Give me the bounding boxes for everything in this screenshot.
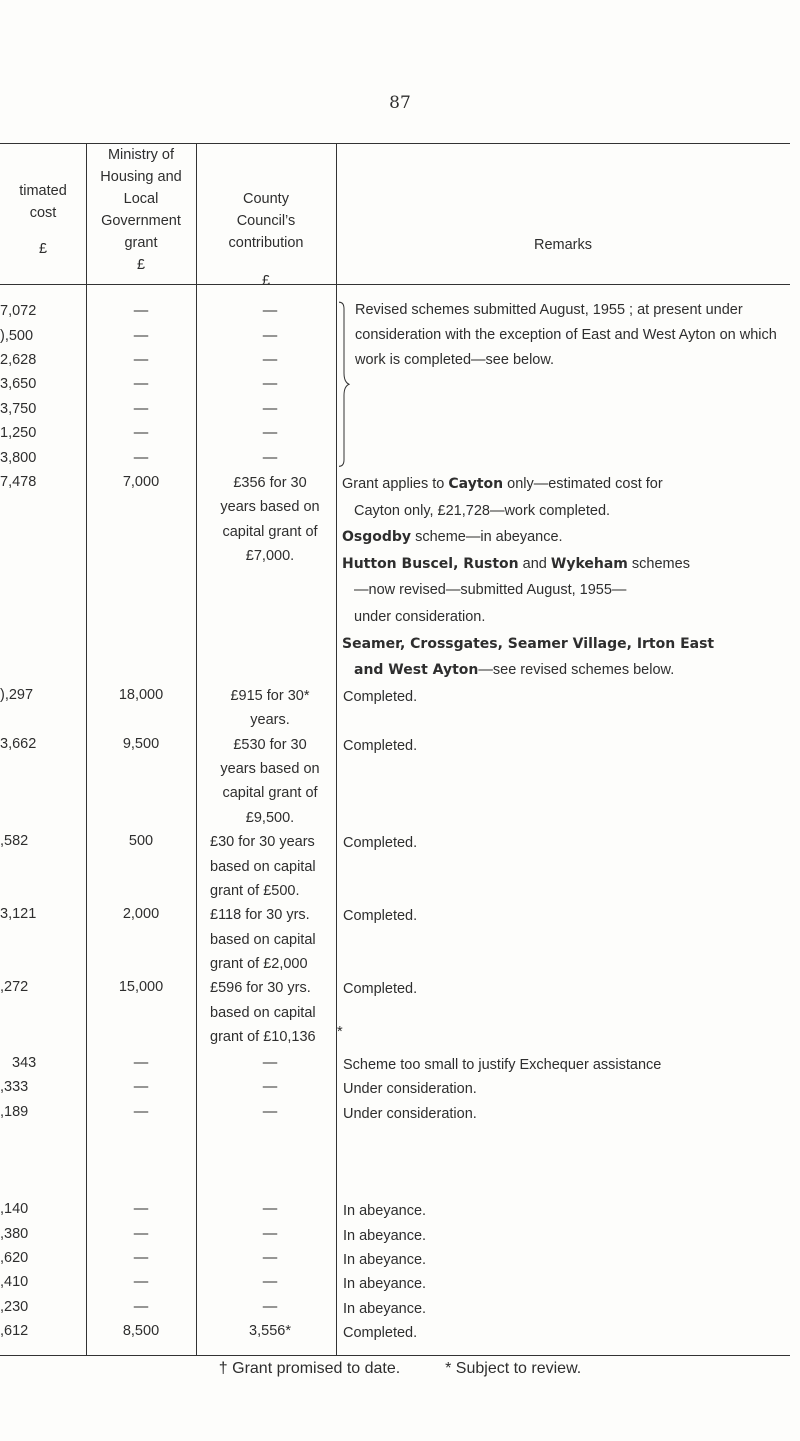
header-line: £ [261, 273, 271, 289]
county-line: £118 for 30 yrs. [210, 907, 310, 924]
cost-cell: ),297 [0, 686, 34, 703]
county-cell: — [262, 303, 278, 320]
remarks-cell [342, 471, 792, 684]
county-cell: — [262, 1054, 278, 1071]
header-estimated-cost [0, 180, 86, 260]
county-cell: — [262, 449, 278, 466]
county-line: based on capital [210, 1004, 316, 1021]
remark-cell: Under consideration. [343, 1081, 477, 1098]
header-line: £ [38, 241, 48, 257]
county-line: years. [250, 712, 290, 729]
header-line: £ [136, 257, 146, 273]
grant-cell: — [133, 1249, 149, 1266]
county-cell: — [262, 1274, 278, 1291]
grant-cell: — [133, 303, 149, 320]
cost-cell: 3,662 [0, 735, 37, 752]
county-line: £7,000. [245, 548, 295, 565]
grant-cell: — [133, 376, 149, 393]
page-number: 87 [389, 93, 411, 113]
county-cell [204, 733, 336, 831]
place-name: Cayton [448, 476, 504, 493]
county-line: £30 for 30 years [210, 834, 315, 851]
grant-cell: — [133, 1298, 149, 1315]
cost-cell: 7,072 [0, 303, 37, 320]
county-line: years based on [220, 499, 320, 516]
place-name: Hutton Buscel, Ruston [342, 555, 519, 572]
grant-cell: — [133, 1225, 149, 1242]
footnote [0, 1360, 800, 1378]
grant-cell: — [133, 400, 149, 417]
header-line: Council’s [236, 213, 296, 229]
cost-cell: ,582 [0, 833, 29, 850]
cost-cell: ,189 [0, 1103, 29, 1120]
grant-cell: 2,000 [122, 906, 160, 923]
county-cell: — [262, 376, 278, 393]
header-line: Ministry of [107, 147, 175, 163]
county-cell: — [262, 1298, 278, 1315]
remark-line [342, 551, 792, 578]
remark-cell: Completed. [343, 1325, 418, 1342]
column-divider [196, 143, 197, 1355]
county-cell: — [262, 1103, 278, 1120]
remark-cell: In abeyance. [343, 1276, 427, 1293]
cost-cell: 3,800 [0, 449, 37, 466]
grant-cell: 7,000 [122, 474, 160, 491]
remark-line: Seamer, Crossgates, Seamer Village, Irton East [342, 635, 715, 652]
county-line: grant of £10,136 [210, 1029, 316, 1046]
cost-cell: ,140 [0, 1201, 29, 1218]
grant-cell: — [133, 425, 149, 442]
county-cell [204, 684, 336, 733]
header-line: cost [29, 205, 57, 221]
remark-text: —see revised schemes below. [478, 662, 675, 679]
remark-line [342, 524, 792, 551]
remark-text: scheme—in abeyance. [411, 529, 563, 546]
remark-cell: Completed. [343, 737, 418, 754]
grant-cell: — [133, 1079, 149, 1096]
remark-cell: In abeyance. [343, 1251, 427, 1268]
remark-cell: Under consideration. [343, 1105, 477, 1122]
county-line: grant of £2,000 [210, 956, 308, 973]
grant-cell: — [133, 449, 149, 466]
remark-cell: Scheme too small to justify Exchequer assistance [343, 1056, 662, 1073]
grant-cell: — [133, 352, 149, 369]
cost-cell: 3,121 [0, 906, 37, 923]
county-line: years based on [220, 761, 320, 777]
cost-cell: ,333 [0, 1079, 29, 1096]
county-cell: — [262, 400, 278, 417]
cost-cell: ,410 [0, 1274, 29, 1291]
place-name: Osgodby [342, 529, 412, 546]
county-cell [204, 830, 344, 903]
remark-cell: Completed. [343, 908, 418, 925]
footnote-dagger: † Grant promised to date. [218, 1359, 401, 1377]
remark-text: only—estimated cost for [503, 476, 663, 493]
county-line: £356 for 30 [233, 475, 307, 492]
header-line: grant [124, 235, 158, 251]
county-line: £530 for 30 [233, 736, 307, 753]
remark-text: and [518, 555, 551, 572]
county-cell: — [262, 1079, 278, 1096]
header-line: County [243, 191, 289, 207]
county-line: grant of £500. [210, 882, 300, 899]
footnote-star: * Subject to review. [445, 1359, 582, 1377]
remark-text: Grant applies to [342, 476, 449, 493]
cost-cell: 3,650 [0, 376, 37, 393]
remark-line [342, 471, 792, 498]
header-line: Government [101, 213, 181, 229]
header-rule [0, 284, 790, 285]
remark-cell: Completed. [343, 981, 418, 998]
county-cell: — [262, 327, 278, 344]
grant-cell: 8,500 [122, 1323, 160, 1340]
county-cell [204, 471, 336, 569]
asterisk-mark: * [337, 1024, 343, 1041]
county-cell: — [262, 1249, 278, 1266]
remark-cell: In abeyance. [343, 1227, 427, 1244]
header-line: Local [123, 191, 159, 207]
county-cell: — [262, 1201, 278, 1218]
header-line: Housing and [100, 169, 182, 185]
remark-line: —now revised—submitted August, 1955— [354, 582, 627, 599]
header-line: timated [19, 183, 67, 199]
county-line: capital grant of [222, 785, 318, 802]
cost-cell: 3,750 [0, 400, 37, 417]
county-cell: 3,556* [249, 1323, 291, 1340]
revised-remark: Revised schemes submitted August, 1955 ; at present under consideration with the exception of East and West Ayton on which work is completed—see below. [355, 302, 777, 368]
header-ministry-grant [86, 144, 196, 276]
cost-cell: ,230 [0, 1298, 29, 1315]
grant-cell: 15,000 [118, 979, 164, 996]
cost-cell: ),500 [0, 327, 34, 344]
remark-line: Cayton only, £21,728—work completed. [354, 502, 611, 519]
county-cell: — [262, 1225, 278, 1242]
header-line: contribution [228, 235, 304, 251]
county-cell [204, 903, 344, 976]
grant-cell: 9,500 [122, 735, 160, 752]
cost-cell: ,380 [0, 1225, 29, 1242]
header-remarks: Remarks [533, 237, 592, 253]
place-name: Wykeham [550, 555, 628, 572]
grant-cell: 500 [128, 833, 154, 850]
county-line: capital grant of [222, 523, 318, 540]
cost-cell: 343 [12, 1054, 37, 1071]
county-cell [204, 976, 344, 1049]
remark-line [342, 657, 792, 684]
county-cell: — [262, 352, 278, 369]
cost-cell: 1,250 [0, 425, 37, 442]
remark-cell: Completed. [343, 688, 418, 705]
remark-cell: Completed. [343, 835, 418, 852]
remark-cell: In abeyance. [343, 1203, 427, 1220]
county-line: based on capital [210, 931, 316, 948]
county-line: £596 for 30 yrs. [210, 980, 311, 997]
place-name: and West Ayton [354, 662, 479, 679]
cost-cell: ,612 [0, 1323, 29, 1340]
remark-text: schemes [627, 555, 690, 572]
header-county-contribution [196, 188, 336, 292]
county-cell: — [262, 425, 278, 442]
cost-cell: 7,478 [0, 474, 37, 491]
county-line: £9,500. [245, 809, 295, 826]
grant-cell: — [133, 1201, 149, 1218]
grant-cell: — [133, 1274, 149, 1291]
county-line: £915 for 30* [230, 687, 310, 704]
county-line: based on capital [210, 858, 316, 875]
cost-cell: ,272 [0, 979, 29, 996]
grant-cell: 18,000 [118, 686, 164, 703]
grant-cell: — [133, 327, 149, 344]
cost-cell: 2,628 [0, 352, 37, 369]
remark-line: under consideration. [354, 609, 486, 626]
bottom-rule [0, 1355, 790, 1356]
grant-cell: — [133, 1103, 149, 1120]
remark-cell: In abeyance. [343, 1300, 427, 1317]
grant-cell: — [133, 1054, 149, 1071]
cost-cell: ,620 [0, 1249, 29, 1266]
